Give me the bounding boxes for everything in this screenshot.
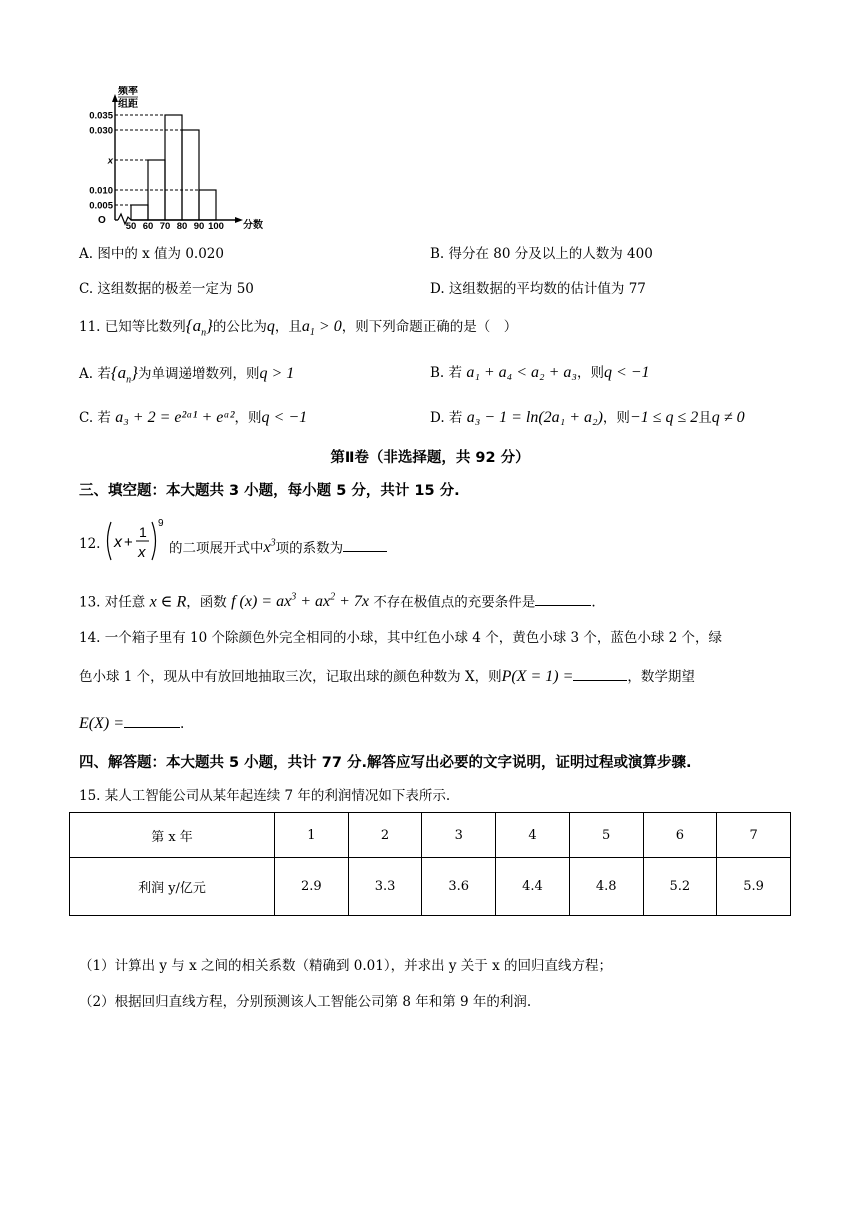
- table-row: [70, 858, 791, 916]
- q14-line2a: 色小球 1 个，现从中有放回地抽取三次，记取出球的颜色种数为 X，则: [79, 669, 502, 685]
- q12-text-b: 项的系数为: [275, 540, 344, 557]
- q11-stem-b: 的公比为: [212, 319, 267, 335]
- q11-stem-c: ，且: [274, 319, 302, 335]
- y-tick-label: x: [107, 155, 113, 167]
- y-tick-label: 0.010: [89, 185, 113, 197]
- q14-ex-blank[interactable]: [124, 713, 180, 728]
- table-cell: 4.8: [569, 858, 643, 916]
- q11-d-result: −1 ≤ q ≤ 2: [629, 409, 699, 426]
- table-cell: 1: [275, 813, 349, 858]
- q14-px-blank[interactable]: [573, 666, 627, 681]
- q11-b-cond: a₁ + a₄ < a₂ + a₃: [466, 364, 577, 381]
- origin-label: O: [98, 215, 106, 226]
- q10-option-d: D. 这组数据的平均数的估计值为 77: [430, 281, 646, 297]
- q11-option-b: [430, 364, 650, 382]
- q11-a-mid: 为单调递增数列，则: [137, 366, 260, 382]
- section4-heading: 四、解答题：本大题共 5 小题，共计 77 分.解答应写出必要的文字说明，证明过程或演算步骤.: [79, 755, 692, 771]
- q11-a-pre: A. 若: [79, 366, 111, 382]
- q14-end: .: [180, 716, 185, 732]
- x-axis-arrow: [235, 217, 243, 223]
- q10-option-c: C. 这组数据的极差一定为 50: [79, 281, 254, 297]
- q14-line2b: ，数学期望: [627, 669, 695, 685]
- q13-b: ，函数: [186, 594, 227, 611]
- frequency-histogram: [78, 86, 268, 232]
- table-cell: 5.2: [643, 858, 717, 916]
- q11-a-cond: q > 1: [259, 365, 295, 382]
- table-row: [70, 813, 791, 858]
- q12-text-a: 的二项展开式中: [169, 540, 264, 557]
- q12-answer-blank[interactable]: [343, 537, 387, 552]
- table-cell: 4: [496, 813, 570, 858]
- q13-number: 13.: [79, 594, 101, 611]
- q13-line: [79, 589, 596, 611]
- q11-c-result: q < −1: [261, 409, 308, 426]
- histogram-bar: [131, 205, 148, 220]
- q11-d-mid: ，则: [602, 410, 630, 426]
- q11-c-pre: C. 若: [79, 410, 111, 426]
- q11-b-pre: B. 若: [430, 365, 463, 381]
- q11-option-a: [79, 364, 294, 389]
- q11-c-cond: a₃ + 2 = e²ᵃ¹ + eᵃ²: [115, 409, 235, 426]
- section3-heading: 三、填空题：本大题共 3 小题，每小题 5 分，共计 15 分.: [79, 483, 460, 499]
- q13-a: 对任意: [104, 594, 146, 611]
- math-x-cubed: $x^3$: [263, 538, 276, 557]
- svg-text:+: +: [124, 534, 133, 551]
- x-tick-label: 50: [125, 221, 137, 232]
- q11-d-cond: a₃ − 1 = ln(2a₁ + a₂): [466, 409, 603, 426]
- x-tick-label: 70: [159, 221, 171, 232]
- q11-stem: [79, 317, 517, 342]
- x-tick-label: 90: [193, 221, 205, 232]
- q14-line1: 14. 一个箱子里有 10 个除颜色外完全相同的小球，其中红色小球 4 个，黄色小球 3 个，蓝色小球 2 个，绿: [79, 630, 723, 646]
- math-sequence-an: $\{a_n\}$: [185, 316, 213, 339]
- q12-number: 12.: [79, 536, 101, 552]
- q15-stem: 15. 某人工智能公司从某年起连续 7 年的利润情况如下表所示.: [79, 788, 451, 804]
- q11-option-d: [430, 409, 745, 427]
- q14-line2: [79, 666, 695, 686]
- q15-sub1: （1）计算出 y 与 x 之间的相关系数（精确到 0.01），并求出 y 关于 x 的回归直线方程；: [79, 958, 612, 974]
- binomial-formula: [103, 516, 165, 566]
- histogram-bar: [182, 130, 199, 220]
- table-cell: 7: [717, 813, 791, 858]
- q10-option-b: B. 得分在 80 分及以上的人数为 400: [430, 246, 653, 262]
- histogram-bar: [199, 190, 216, 220]
- table-cell: 4.4: [496, 858, 570, 916]
- x-tick-label: 100: [208, 221, 224, 232]
- table-cell: 2: [348, 813, 422, 858]
- q11-option-c: [79, 409, 307, 427]
- svg-text:x: x: [138, 544, 146, 561]
- q11-d-pre: D. 若: [430, 410, 463, 426]
- q11-stem-d: ，则下列命题正确的是（ ）: [341, 319, 518, 335]
- table-cell: 3.6: [422, 858, 496, 916]
- q11-stem-a: 已知等比数列: [104, 319, 186, 335]
- math-q: q: [266, 318, 275, 335]
- x-tick-label: 80: [176, 221, 188, 232]
- math-ex: E(X) =: [79, 715, 124, 732]
- q12-binomial-expression: [103, 516, 165, 560]
- q11-b-mid: ，则: [576, 365, 604, 381]
- q11-number: 11.: [79, 319, 101, 335]
- math-px1: P(X = 1) =: [501, 668, 574, 685]
- table-row-header: 利润 y/亿元: [70, 858, 275, 916]
- y-label-top: 频率: [118, 86, 138, 97]
- svg-text:x: x: [114, 534, 122, 551]
- histogram-bar: [165, 115, 182, 220]
- math-a1-positive: $a_1 > 0$: [301, 318, 342, 339]
- svg-text:9: 9: [158, 518, 164, 529]
- y-tick-label: 0.030: [89, 125, 113, 137]
- q15-sub2: （2）根据回归直线方程，分别预测该人工智能公司第 8 年和第 9 年的利润.: [79, 994, 532, 1010]
- q11-d-result2: q ≠ 0: [711, 409, 745, 426]
- svg-text:1: 1: [139, 524, 147, 540]
- math-x-in-r: x ∈ R: [149, 593, 187, 611]
- math-sequence-an: $\{a_n\}$: [110, 363, 138, 386]
- q12-text: [169, 535, 387, 557]
- table-cell: 2.9: [275, 858, 349, 916]
- table-cell: 5.9: [717, 858, 791, 916]
- part2-title: 第Ⅱ卷（非选择题，共 92 分）: [330, 450, 530, 466]
- y-tick-label: 0.005: [89, 200, 113, 212]
- x-axis-label: 分数: [243, 220, 263, 231]
- q13-answer-blank[interactable]: [535, 591, 591, 606]
- q13-c: 不存在极值点的充要条件是: [373, 594, 536, 611]
- q11-c-mid: ，则: [234, 410, 262, 426]
- x-tick-label: 60: [142, 221, 154, 232]
- table-cell: 6: [643, 813, 717, 858]
- q14-line3: [79, 713, 184, 733]
- table-cell: 5: [569, 813, 643, 858]
- q13-end: .: [591, 594, 596, 611]
- q11-d-and: 且: [698, 410, 712, 426]
- math-function-f: f $(x) = ax^3 + ax^2 + 7x$: [231, 592, 370, 611]
- q10-option-a: A. 图中的 x 值为 0.020: [79, 246, 224, 262]
- table-cell: 3.3: [348, 858, 422, 916]
- y-label-bottom: 组距: [118, 99, 138, 110]
- y-tick-label: 0.035: [89, 110, 113, 122]
- profit-table: [69, 812, 791, 916]
- table-cell: 3: [422, 813, 496, 858]
- table-row-header: 第 x 年: [70, 813, 275, 858]
- q11-b-result: q < −1: [603, 364, 650, 381]
